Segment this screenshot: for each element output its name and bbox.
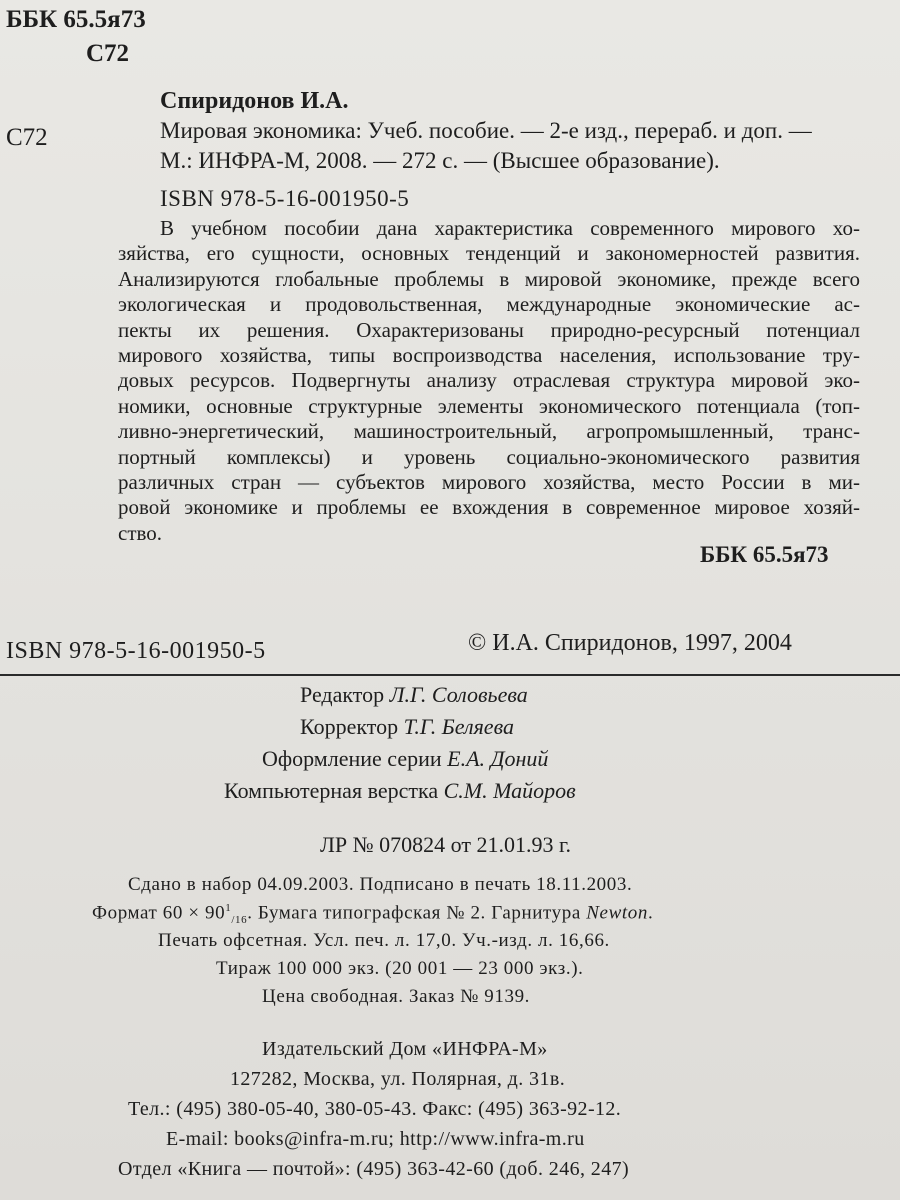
imprint-line-format xyxy=(92,902,653,926)
abstract-line: ровой экономике и проблемы ее вхождения в современное мировое хозяй- xyxy=(118,495,860,520)
credit-name: Л.Г. Соловьева xyxy=(389,682,528,707)
section-divider xyxy=(0,674,900,676)
imprint-typeface: Newton xyxy=(586,902,648,924)
abstract-line: ство. xyxy=(118,520,163,545)
publisher-phones: Тел.: (495) 380-05-40, 380-05-43. Факс: (495) 363-92-12. xyxy=(128,1098,622,1120)
credit-editor xyxy=(300,682,528,708)
credit-name: Т.Г. Беляева xyxy=(403,714,514,739)
entry-isbn: ISBN 978-5-16-001950-5 xyxy=(160,186,410,211)
bbk-code-top: ББК 65.5я73 xyxy=(6,6,146,33)
imprint-line-price: Цена свободная. Заказ № 9139. xyxy=(262,986,531,1007)
abstract-line: довых ресурсов. Подвергнуты анализу отраслевая структура мировой эко- xyxy=(118,368,860,393)
abstract-line: экологическая и продовольственная, международные экономические ас- xyxy=(118,292,860,317)
abstract-line: ливно-энергетический, машиностроительный, агропромышленный, транс- xyxy=(118,419,860,444)
abstract-line: пекты их решения. Охарактеризованы природно-ресурсный потенциал xyxy=(118,317,860,342)
imprint-format-end: . xyxy=(647,902,654,924)
abstract-line: мирового хозяйства, типы воспроизводства населения, использование тру- xyxy=(118,343,860,368)
imprint-format-numerator: 1 xyxy=(225,902,232,914)
bbk-code-bottom: ББК 65.5я73 xyxy=(700,542,829,567)
credit-role: Оформление серии xyxy=(262,746,448,771)
credit-role: Корректор xyxy=(300,714,404,739)
publisher-mail-order: Отдел «Книга — почтой»: (495) 363-42-60 (доб. 246, 247) xyxy=(118,1158,630,1180)
abstract-line: зяйства, его сущности, основных тенденций и закономерностей развития. xyxy=(118,241,860,266)
imprint-line-dates: Сдано в набор 04.09.2003. Подписано в печать 18.11.2003. xyxy=(128,874,633,895)
imprint-format-middle: . Бумага типографская № 2. Гарнитура xyxy=(247,902,587,924)
credit-name: С.М. Майоров xyxy=(443,778,576,803)
publisher-contacts: E-mail: books@infra-m.ru; http://www.infra-m.ru xyxy=(166,1128,585,1150)
author-sign-top: С72 xyxy=(86,40,130,67)
imprint-format-denominator: /16 xyxy=(231,914,248,927)
author-sign-left: С72 xyxy=(6,124,48,151)
imprint-format-prefix: Формат 60 × 90 xyxy=(92,902,226,924)
entry-title-line: Мировая экономика: Учеб. пособие. — 2-е изд., перераб. и доп. — xyxy=(160,118,812,143)
publisher-name: Издательский Дом «ИНФРА-М» xyxy=(262,1038,548,1060)
credit-role: Редактор xyxy=(300,682,390,707)
credit-series-design xyxy=(262,746,548,772)
abstract-line: номики, основные структурные элементы экономического потенциала (топ- xyxy=(118,393,860,418)
credit-proofreader xyxy=(300,714,514,740)
entry-author: Спиридонов И.А. xyxy=(160,88,349,114)
credit-name: Е.А. Доний xyxy=(447,746,549,771)
abstract-line: портный комплексы) и уровень социально-экономического развития xyxy=(118,444,860,469)
isbn-footer: ISBN 978-5-16-001950-5 xyxy=(6,638,266,664)
credit-role: Компьютерная верстка xyxy=(224,778,444,803)
credit-layout xyxy=(224,778,576,804)
abstract-line: В учебном пособии дана характеристика современного мирового хо- xyxy=(160,216,860,240)
publisher-address: 127282, Москва, ул. Полярная, д. 31в. xyxy=(230,1068,566,1090)
entry-publication-line: М.: ИНФРА-М, 2008. — 272 с. — (Высшее образование). xyxy=(160,148,720,173)
imprint-line-print: Печать офсетная. Усл. печ. л. 17,0. Уч.-изд. л. 16,66. xyxy=(158,930,610,951)
copyright-notice: © И.А. Спиридонов, 1997, 2004 xyxy=(468,630,792,656)
imprint-line-circulation: Тираж 100 000 экз. (20 001 — 23 000 экз.). xyxy=(216,958,584,979)
abstract-line: Анализируются глобальные проблемы в мировой экономике, прежде всего xyxy=(118,266,860,291)
abstract-text xyxy=(118,216,860,546)
abstract-line: различных стран — субъектов мирового хозяйства, место России в ми- xyxy=(118,470,860,495)
license-number: ЛР № 070824 от 21.01.93 г. xyxy=(320,832,572,857)
